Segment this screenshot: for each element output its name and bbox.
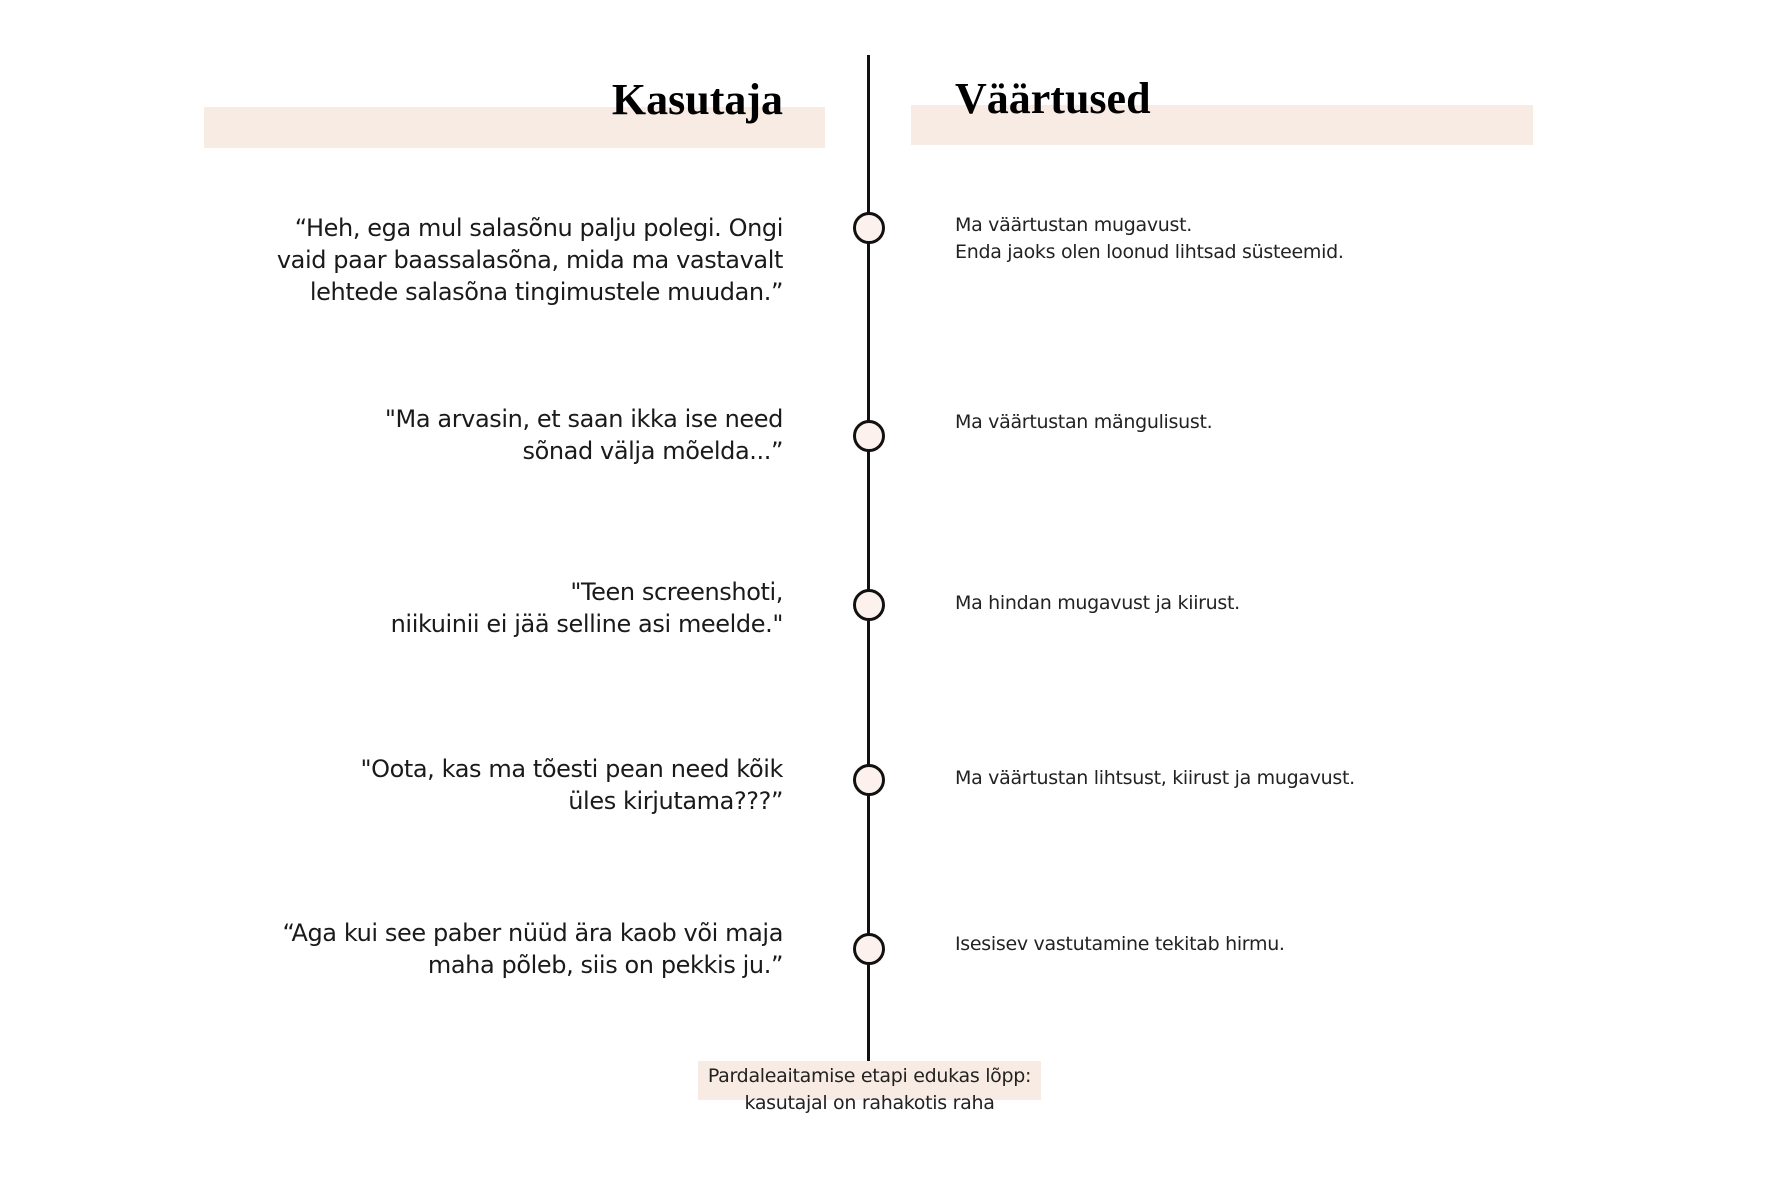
timeline-node xyxy=(853,420,885,452)
timeline-node xyxy=(853,589,885,621)
user-quote: “Heh, ega mul salasõnu palju polegi. Ongi vaid paar baassalasõna, mida ma vastavalt lehtede salasõna tingimustele muudan.” xyxy=(276,214,783,306)
value-text: Ma hindan mugavust ja kiirust. xyxy=(955,592,1240,614)
heading-user: Kasutaja xyxy=(611,75,783,124)
user-quote: "Oota, kas ma tõesti pean need kõik üles kirjutama???” xyxy=(360,755,783,815)
end-label: Pardaleaitamise etapi edukas lõpp: kasutajal on rahakotis raha xyxy=(707,1065,1032,1114)
timeline-node xyxy=(853,764,885,796)
timeline-node xyxy=(853,933,885,965)
user-quote: "Ma arvasin, et saan ikka ise need sõnad välja mõelda...” xyxy=(384,405,783,465)
timeline-node xyxy=(853,212,885,244)
timeline-line xyxy=(867,55,870,1065)
user-quote: "Teen screenshoti, niikuinii ei jää selline asi meelde." xyxy=(390,578,783,638)
heading-values: Väärtused xyxy=(955,74,1151,123)
user-quote: “Aga kui see paber nüüd ära kaob või maja maha põleb, siis on pekkis ju.” xyxy=(282,919,783,979)
value-text: Ma väärtustan mugavust. Enda jaoks olen loonud lihtsad süsteemid. xyxy=(955,214,1344,263)
value-text: Ma väärtustan mängulisust. xyxy=(955,411,1213,433)
value-text: Ma väärtustan lihtsust, kiirust ja mugavust. xyxy=(955,767,1355,789)
value-text: Isesisev vastutamine tekitab hirmu. xyxy=(955,933,1285,955)
